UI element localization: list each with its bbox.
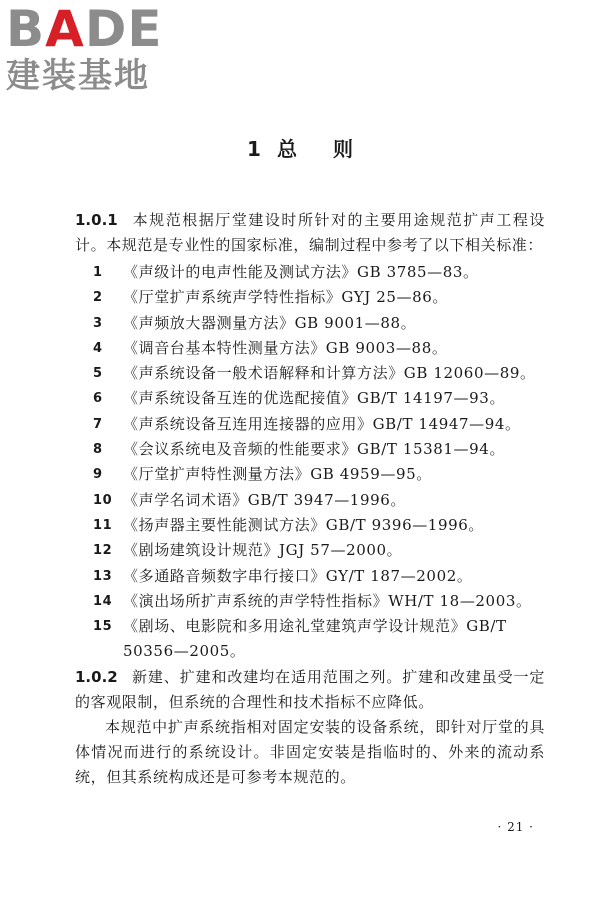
list-item: 9 《厅堂扩声特性测量方法》GB 4959—95。 [93, 465, 432, 484]
logo-subtitle: 建装基地 [6, 56, 150, 96]
list-item: 8 《会议系统电及音频的性能要求》GB/T 15381—94。 [93, 440, 506, 459]
clause-1-0-1 [75, 208, 545, 258]
list-item: 15 《剧场、电影院和多用途礼堂建筑声学设计规范》GB/T 50356—2005。 [93, 617, 507, 661]
chapter-title-part2: 则 [332, 137, 353, 161]
chapter-title [0, 133, 600, 162]
list-item: 11 《扬声器主要性能测试方法》GB/T 9396—1996。 [93, 515, 484, 534]
list-item: 14 《演出场所扩声系统的声学特性指标》WH/T 18—2003。 [93, 591, 532, 610]
list-item: 12 《剧场建筑设计规范》JGJ 57—2000。 [93, 541, 403, 560]
list-item: 4 《调音台基本特性测量方法》GB 9003—88。 [93, 338, 448, 357]
chapter-title-part1: 总 [276, 137, 297, 161]
clause-number: 1.0.1 [75, 211, 118, 229]
list-item: 1 《声级计的电声性能及测试方法》GB 3785—83。 [93, 263, 479, 281]
clause-text: 新建、扩建和改建均在适用范围之列。扩建和改建虽受一定的客观限制，但系统的合理性和技术指标不应降低。 [75, 667, 545, 711]
logo-accent-letter: A [45, 0, 85, 58]
clause-text: 本规范根据厅堂建设时所针对的主要用途规范扩声工程设计。本规范是专业性的国家标准，编制过程中参考了以下相关标准： [75, 211, 545, 254]
clause-1-0-2 [75, 665, 545, 715]
reference-standards-list [75, 260, 545, 665]
chapter-number: 1 [247, 137, 261, 161]
clause-number: 1.0.2 [75, 667, 118, 686]
list-item: 13 《多通路音频数字串行接口》GY/T 187—2002。 [93, 566, 473, 585]
clause-1-0-2-paragraph: 本规范中扩声系统指相对固定安装的设备系统，即针对厅堂的具体情况而进行的系统设计。非固定安装是指临时的、外来的流动系统，但其系统构成还是可参考本规范的。 [75, 717, 545, 786]
bade-logo [6, 0, 176, 96]
list-item: 2 《厅堂扩声系统声学特性指标》GYJ 25—86。 [93, 288, 448, 307]
list-item: 5 《声系统设备一般术语解释和计算方法》GB 12060—89。 [93, 364, 536, 383]
list-item: 6 《声系统设备互连的优选配接值》GB/T 14197—93。 [93, 389, 506, 408]
list-item: 10 《声学名词术语》GB/T 3947—1996。 [93, 490, 406, 509]
page-number: · 21 · [497, 820, 534, 834]
list-item: 3 《声频放大器测量方法》GB 9001—88。 [93, 313, 417, 332]
logo-wordmark: BADE [6, 0, 163, 58]
list-item: 7 《声系统设备互连用连接器的应用》GB/T 14947—94。 [93, 414, 521, 433]
page-body [75, 208, 545, 790]
